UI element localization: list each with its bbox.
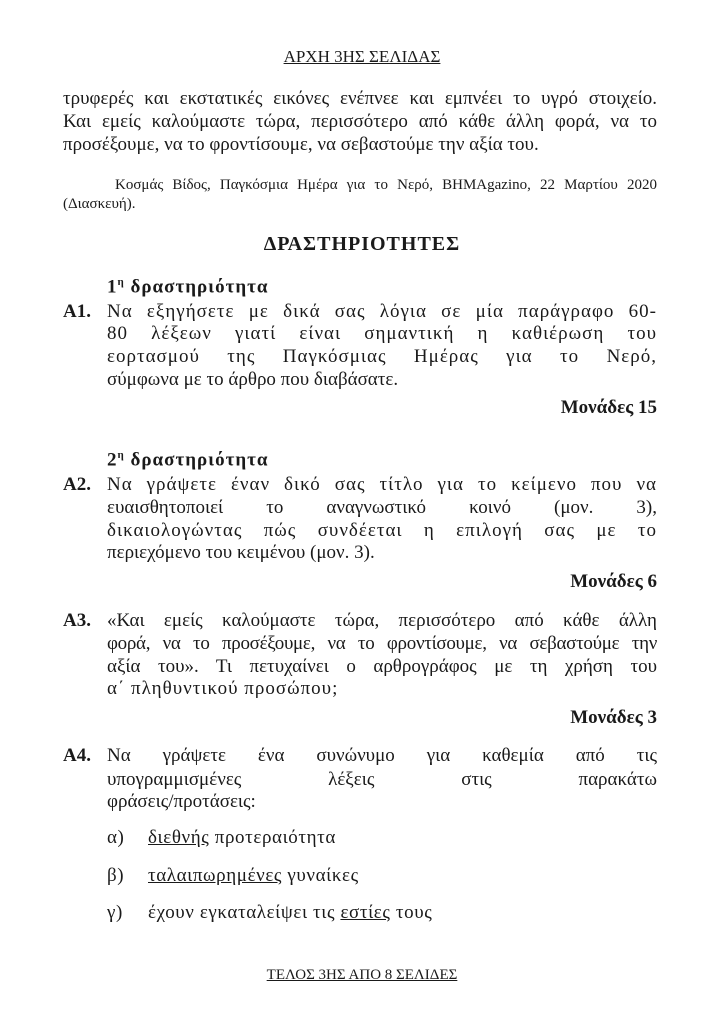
ordinal-suffix: η bbox=[117, 276, 125, 288]
item-post: προτεραιότητα bbox=[209, 827, 336, 848]
activity-number: 1 bbox=[107, 276, 118, 298]
points-label: Μονάδες 3 bbox=[570, 707, 657, 728]
question-label: Α3. bbox=[63, 610, 91, 631]
question-line: 80 λέξεων γιατί είναι σημαντική η καθιέρωση του bbox=[107, 323, 657, 344]
activity-title: δραστηριότητα bbox=[130, 449, 269, 471]
underlined-word: διεθνής bbox=[148, 827, 210, 848]
question-line: φράσεις/προτάσεις: bbox=[107, 791, 256, 812]
passage-line: Και εμείς καλούμαστε τώρα, περισσότερο από κάθε άλλη φορά, να το bbox=[63, 111, 657, 132]
item-post: γυναίκες bbox=[282, 865, 359, 886]
question-line: αξία του». Τι πετυχαίνει ο αρθρογράφος με τη χρήση του bbox=[107, 656, 657, 677]
question-line: Να γράψετε ένα συνώνυμο για καθεμία από τις bbox=[107, 745, 657, 766]
question-line: α΄ πληθυντικού προσώπου; bbox=[107, 678, 339, 699]
citation-line: (Διασκευή). bbox=[63, 196, 136, 212]
question-line: ευαισθητοποιεί το αναγνωστικό κοινό (μον. 3), bbox=[107, 497, 657, 518]
citation-line: Κοσμάς Βίδος, Παγκόσμια Ημέρα για το Νερό, BHMAgazino, 22 Μαρτίου 2020 bbox=[115, 177, 657, 193]
page-header: ΑΡΧΗ 3ΗΣ ΣΕΛΙΔΑΣ bbox=[283, 47, 441, 66]
question-line: Να εξηγήσετε με δικά σας λόγια σε μία παράγραφο 60- bbox=[107, 301, 657, 322]
ordinal-suffix: η bbox=[117, 449, 125, 461]
item-label: γ) bbox=[107, 902, 123, 923]
question-line: περιεχόμενο του κειμένου (μον. 3). bbox=[107, 542, 375, 563]
underlined-word: ταλαιπωρημένες bbox=[148, 865, 283, 886]
question-line: Να γράψετε έναν δικό σας τίτλο για το κείμενο που να bbox=[107, 474, 657, 495]
activity-title: δραστηριότητα bbox=[130, 276, 269, 298]
question-line: υπογραμμισμένες λέξεις στις παρακάτω bbox=[107, 769, 657, 790]
question-label: Α1. bbox=[63, 301, 91, 322]
question-line: «Και εμείς καλούμαστε τώρα, περισσότερο από κάθε άλλη bbox=[107, 610, 657, 631]
question-label: Α2. bbox=[63, 474, 91, 495]
points-label: Μονάδες 15 bbox=[560, 397, 657, 418]
underlined-word: εστίες bbox=[340, 902, 391, 923]
question-label: Α4. bbox=[63, 745, 91, 766]
activity-number: 2 bbox=[107, 449, 118, 471]
passage-line: τρυφερές και εκστατικές εικόνες ενέπνεε και εμπνέει το υγρό στοιχείο. bbox=[63, 88, 657, 109]
question-line: εορτασμού της Παγκόσμιας Ημέρας για το Νερό, bbox=[107, 346, 657, 367]
points-label: Μονάδες 6 bbox=[570, 571, 657, 592]
page-footer: ΤΕΛΟΣ 3ΗΣ ΑΠΟ 8 ΣΕΛΙΔΕΣ bbox=[266, 967, 458, 983]
item-label: α) bbox=[107, 827, 125, 848]
activity-1-heading bbox=[107, 270, 657, 299]
item-text bbox=[148, 826, 336, 850]
question-line: σύμφωνα με το άρθρο που διαβάσατε. bbox=[107, 369, 399, 390]
question-line: δικαιολογώντας πώς συνδέεται η επιλογή σας με το bbox=[107, 520, 657, 541]
item-text bbox=[148, 864, 359, 888]
item-label: β) bbox=[107, 865, 125, 886]
activities-title: ΔΡΑΣΤΗΡΙΟΤΗΤΕΣ bbox=[263, 233, 461, 255]
item-text bbox=[148, 901, 432, 925]
question-line: φορά, να το προσέξουμε, να το φροντίσουμε, να σεβαστούμε την bbox=[107, 633, 657, 654]
item-post: τους bbox=[390, 902, 433, 923]
activity-2-heading bbox=[107, 443, 657, 472]
item-pre: έχουν εγκαταλείψει τις bbox=[148, 902, 341, 923]
passage-line: προσέξουμε, να το φροντίσουμε, να σεβαστούμε την αξία του. bbox=[63, 134, 539, 155]
